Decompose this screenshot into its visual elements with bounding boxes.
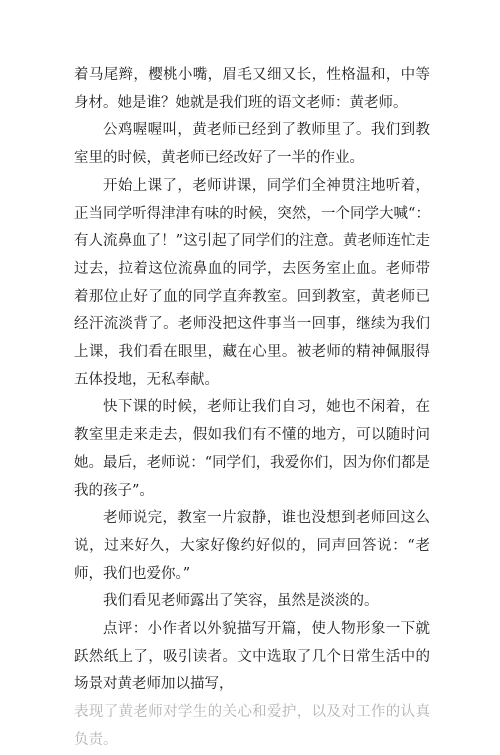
paragraph-2: 公鸡喔喔叫，黄老师已经到了教师里了。我们到教室里的时候，黄老师已经改好了一半的作业。 bbox=[74, 122, 430, 167]
paragraph-7: 点评：小作者以外貌描写开篇，使人物形象一下就跃然纸上了，吸引读者。文中选取了几个日常生活中的场景对黄老师加以描写， bbox=[74, 621, 430, 693]
paragraph-5: 老师说完，教室一片寂静，谁也没想到老师回这么说，过来好久，大家好像约好似的，同声回答说：“老师，我们也爱你。” bbox=[74, 510, 430, 582]
document-body bbox=[74, 62, 430, 755]
paragraph-6: 我们看见老师露出了笑容，虽然是淡淡的。 bbox=[103, 593, 379, 610]
paragraph-4: 快下课的时候，老师让我们自习，她也不闲着，在教室里走来走去，假如我们有不懂的地方，可以随时问她。最后，老师说：“同学们，我爱你们，因为你们都是我的孩子”。 bbox=[74, 399, 430, 499]
paragraph-8-cutoff: 表现了黄老师对学生的关心和爱护，以及对工作的认真负责。 bbox=[74, 704, 430, 748]
paragraph-3: 开始上课了，老师讲课，同学们全神贯注地听着，正当同学听得津津有味的时候，突然，一个同学大喊“：有人流鼻血了！”这引起了同学们的注意。黄老师连忙走过去，拉着这位流鼻血的同学，去医务室止血。老师带着那位止好了血的同学直奔教室。回到教室，黄老师已经汗流淡背了。老师没把这件事当一回事，继续为我们上课，我们看在眼里，藏在心里。被老师的精神佩服得五体投地，无私奉献。 bbox=[74, 177, 430, 388]
paragraph-1: 着马尾辫，樱桃小嘴，眉毛又细又长，性格温和，中等身材。她是谁？她就是我们班的语文老师：黄老师。 bbox=[74, 67, 430, 111]
